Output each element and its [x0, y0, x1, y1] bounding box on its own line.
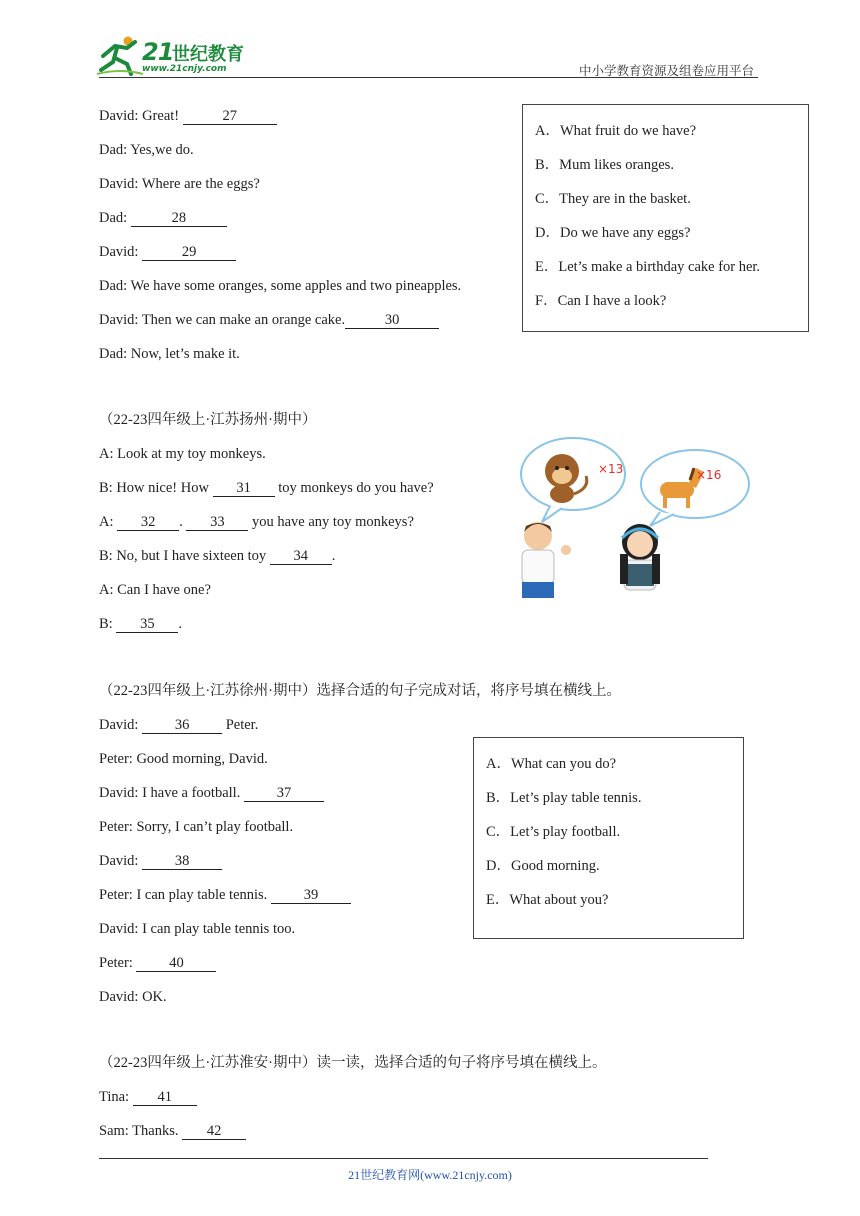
platform-title: 中小学教育资源及组卷应用平台: [578, 63, 754, 78]
answer-blank-37: 37: [244, 785, 324, 802]
dialogue-line: Dad: We have some oranges, some apples and two pineapples.: [99, 278, 462, 294]
option-d: D．Do we have any eggs?: [535, 225, 691, 241]
footer-link[interactable]: 21世纪教育网(www.21cnjy.com): [348, 1168, 512, 1182]
site-logo: [95, 34, 145, 81]
dialogue-line: David: Great! 27: [99, 107, 277, 125]
logo-text: 世纪教育: [172, 44, 244, 65]
answer-blank-40: 40: [136, 955, 216, 972]
option-c: C．Let’s play football.: [486, 824, 621, 840]
answer-blank-38: 38: [142, 853, 222, 870]
dialogue-line: David: I can play table tennis too.: [99, 921, 296, 937]
dialogue-line: Dad: 28: [99, 209, 227, 227]
dialogue-line: Peter: I can play table tennis. 39: [99, 886, 351, 904]
answer-blank-31: 31: [213, 480, 275, 497]
options-box-2: [473, 737, 744, 939]
option-f: F．Can I have a look?: [535, 293, 667, 309]
answer-blank-36: 36: [142, 717, 222, 734]
monkey-count-label: ×13: [598, 462, 624, 476]
kids-toys-illustration: [510, 436, 750, 601]
answer-blank-29: 29: [142, 244, 236, 261]
option-a: A．What fruit do we have?: [535, 123, 697, 139]
dialogue-line: A: Can I have one?: [99, 582, 211, 598]
dialogue-line: David: Where are the eggs?: [99, 176, 260, 192]
option-e: E．Let’s make a birthday cake for her.: [535, 259, 761, 275]
answer-blank-30: 30: [345, 312, 439, 329]
options-box-1: [522, 104, 809, 332]
dialogue-line: A: Look at my toy monkeys.: [99, 446, 266, 462]
dialogue-line: David: 38: [99, 852, 222, 870]
dialogue-line: Peter: 40: [99, 954, 216, 972]
dialogue-line: David: 29: [99, 243, 236, 261]
dialogue-line: David: I have a football. 37: [99, 784, 324, 802]
answer-blank-41: 41: [133, 1089, 197, 1106]
answer-blank-42: 42: [182, 1123, 246, 1140]
header-divider: [99, 77, 758, 78]
horse-count-label: ×16: [696, 468, 722, 482]
answer-blank-28: 28: [131, 210, 227, 227]
dialogue-line: Peter: Sorry, I can’t play football.: [99, 819, 294, 835]
option-a: A．What can you do?: [486, 756, 617, 772]
question-source: （22-23四年级上·江苏徐州·期中）选择合适的句子完成对话，将序号填在横线上。: [99, 683, 621, 699]
answer-blank-35: 35: [116, 616, 178, 633]
answer-blank-32: 32: [117, 514, 179, 531]
dialogue-line: B: 35 .: [99, 616, 182, 632]
dialogue-line: Peter: Good morning, David.: [99, 751, 268, 767]
answer-blank-27: 27: [183, 108, 277, 125]
question-source: （22-23四年级上·江苏扬州·期中）: [99, 412, 317, 428]
answer-blank-34: 34: [270, 548, 332, 565]
option-e: E．What about you?: [486, 892, 609, 908]
dialogue-line: David: OK.: [99, 989, 167, 1005]
dialogue-line: Dad: Now, let’s make it.: [99, 346, 240, 362]
dialogue-line: B: How nice! How 31 toy monkeys do you have?: [99, 480, 434, 496]
option-b: B．Mum likes oranges.: [535, 157, 674, 173]
question-source: （22-23四年级上·江苏淮安·期中）读一读，选择合适的句子将序号填在横线上。: [99, 1055, 607, 1071]
dialogue-line: A: 32 . 33 you have any toy monkeys?: [99, 514, 414, 530]
option-c: C．They are in the basket.: [535, 191, 691, 207]
dialogue-line: Dad: Yes,we do.: [99, 142, 194, 158]
answer-blank-39: 39: [271, 887, 351, 904]
option-b: B．Let’s play table tennis.: [486, 790, 642, 806]
option-d: D．Good morning.: [486, 858, 600, 874]
dialogue-line: David: 36 Peter.: [99, 717, 259, 733]
dialogue-line: Sam: Thanks. 42: [99, 1122, 246, 1140]
dialogue-line: David: Then we can make an orange cake. 30: [99, 311, 439, 329]
dialogue-line: Tina: 41: [99, 1088, 197, 1106]
logo-number: 21: [142, 38, 174, 66]
answer-blank-33: 33: [186, 514, 248, 531]
footer-divider: [99, 1158, 708, 1159]
logo-url: www.21cnjy.com: [142, 64, 227, 74]
dialogue-line: B: No, but I have sixteen toy 34 .: [99, 548, 336, 564]
